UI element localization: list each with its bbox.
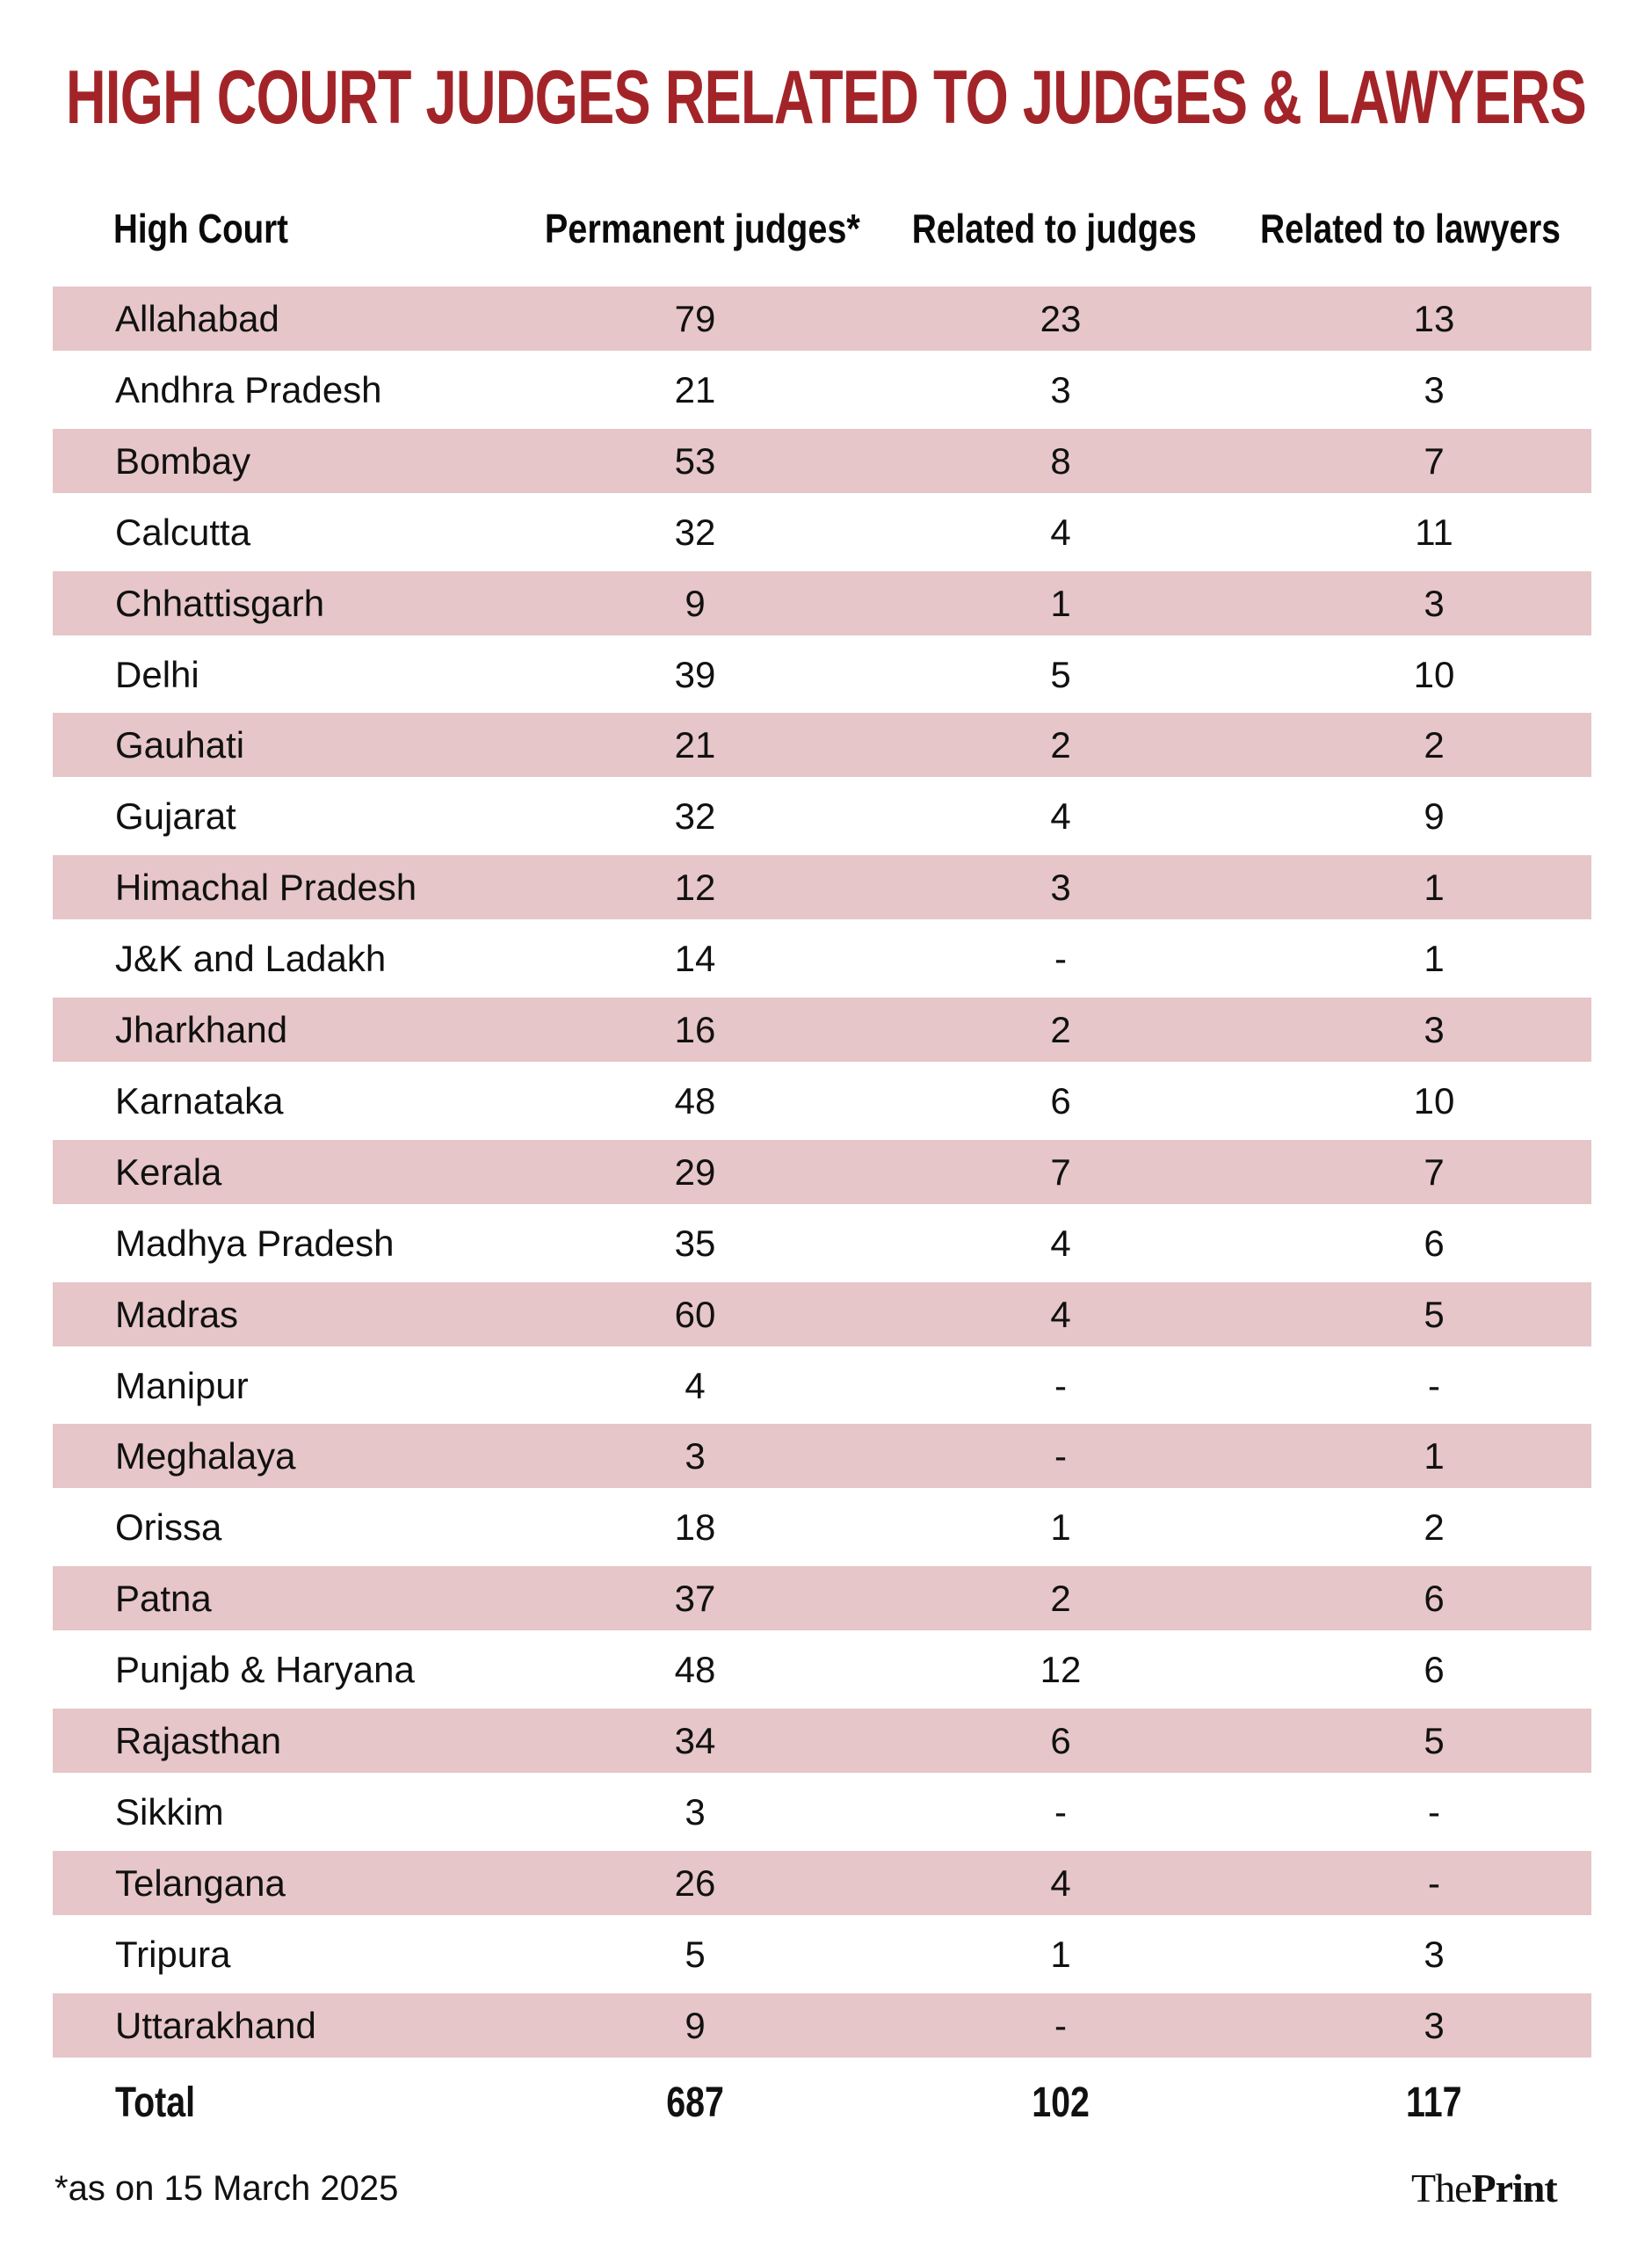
related-to-lawyers-value: - bbox=[1428, 1790, 1440, 1833]
table-row bbox=[53, 1922, 1591, 1986]
permanent-judges-value: 18 bbox=[674, 1506, 716, 1549]
related-to-lawyers-value: 13 bbox=[1413, 298, 1455, 339]
related-to-lawyers-value: 2 bbox=[1424, 1506, 1445, 1549]
court-name: Gauhati bbox=[115, 724, 245, 766]
related-to-lawyers-value: 3 bbox=[1424, 1933, 1445, 1975]
related-to-lawyers-value: - bbox=[1428, 1364, 1440, 1406]
header-label: Related to judges bbox=[911, 206, 1197, 251]
table-row bbox=[53, 998, 1591, 1062]
related-to-judges-value: 8 bbox=[1050, 439, 1071, 482]
permanent-judges-value: 4 bbox=[685, 1364, 706, 1406]
total-label: Total bbox=[115, 2079, 196, 2126]
related-to-judges-value: 3 bbox=[1050, 867, 1071, 909]
related-to-lawyers-value: 7 bbox=[1424, 439, 1445, 482]
related-to-lawyers-value: - bbox=[1428, 1862, 1440, 1904]
permanent-judges-value: 48 bbox=[674, 1649, 716, 1691]
permanent-judges-value: 16 bbox=[674, 1009, 716, 1050]
total-related-judges: 102 bbox=[1032, 2079, 1090, 2126]
related-to-lawyers-value: 3 bbox=[1424, 582, 1445, 624]
table-row bbox=[53, 1780, 1591, 1844]
table-row bbox=[53, 358, 1591, 422]
table-row bbox=[53, 500, 1591, 564]
table-row bbox=[53, 642, 1591, 707]
related-to-lawyers-value: 5 bbox=[1424, 1293, 1445, 1335]
related-to-judges-value: - bbox=[1054, 2004, 1067, 2046]
total-permanent: 687 bbox=[666, 2079, 724, 2126]
header-label: High Court bbox=[113, 206, 288, 251]
table-row bbox=[53, 713, 1591, 777]
court-name: Telangana bbox=[115, 1862, 286, 1904]
court-name: Patna bbox=[115, 1578, 212, 1620]
court-name: Himachal Pradesh bbox=[115, 867, 417, 909]
related-to-lawyers-value: 9 bbox=[1424, 795, 1445, 838]
related-to-judges-value: 6 bbox=[1050, 1720, 1071, 1761]
header-label: Related to lawyers bbox=[1259, 206, 1561, 251]
related-to-judges-value: 4 bbox=[1050, 795, 1071, 838]
page-title: HIGH COURT JUDGES RELATED TO JUDGES & LAWYERS bbox=[66, 55, 1586, 140]
table-row bbox=[53, 784, 1591, 848]
related-to-lawyers-value: 6 bbox=[1424, 1578, 1445, 1620]
table-row bbox=[53, 855, 1591, 919]
related-to-judges-value: 4 bbox=[1050, 1222, 1071, 1264]
related-to-judges-value: 2 bbox=[1050, 724, 1071, 766]
related-to-lawyers-value: 5 bbox=[1424, 1720, 1445, 1761]
header-related-to-lawyers bbox=[1233, 204, 1584, 253]
total-row bbox=[53, 2076, 1591, 2130]
related-to-lawyers-value: 11 bbox=[1415, 511, 1453, 553]
table-row bbox=[53, 1424, 1591, 1488]
court-name: Karnataka bbox=[115, 1079, 284, 1121]
permanent-judges-value: 21 bbox=[674, 368, 716, 410]
court-name: Chhattisgarh bbox=[115, 582, 325, 624]
related-to-judges-value: 1 bbox=[1050, 1506, 1071, 1549]
court-name: Bombay bbox=[115, 439, 251, 482]
table-row bbox=[53, 926, 1591, 991]
related-to-judges-value: 23 bbox=[1040, 298, 1082, 339]
court-name: Delhi bbox=[115, 653, 199, 695]
table-row bbox=[53, 1851, 1591, 1915]
table-row bbox=[53, 287, 1591, 351]
court-name: Manipur bbox=[115, 1364, 249, 1406]
court-name: Tripura bbox=[115, 1933, 231, 1975]
table-row bbox=[53, 1637, 1591, 1702]
court-name: Calcutta bbox=[115, 511, 251, 553]
related-to-judges-value: 2 bbox=[1050, 1009, 1071, 1050]
related-to-judges-value: 5 bbox=[1050, 653, 1071, 695]
permanent-judges-value: 53 bbox=[674, 439, 716, 482]
footnote: *as on 15 March 2025 bbox=[54, 2169, 399, 2208]
permanent-judges-value: 3 bbox=[685, 1790, 706, 1833]
related-to-lawyers-value: 1 bbox=[1424, 867, 1445, 909]
related-to-judges-value: - bbox=[1054, 1790, 1067, 1833]
court-name: Andhra Pradesh bbox=[115, 368, 382, 410]
permanent-judges-value: 79 bbox=[674, 298, 716, 339]
related-to-lawyers-value: 6 bbox=[1424, 1222, 1445, 1264]
court-name: Uttarakhand bbox=[115, 2004, 316, 2046]
header-label: Permanent judges* bbox=[544, 206, 860, 251]
permanent-judges-value: 14 bbox=[674, 938, 716, 980]
permanent-judges-value: 39 bbox=[674, 653, 716, 695]
court-name: Meghalaya bbox=[115, 1435, 296, 1477]
table-row bbox=[53, 1993, 1591, 2058]
court-name: Orissa bbox=[115, 1506, 222, 1549]
related-to-judges-value: - bbox=[1054, 938, 1067, 980]
related-to-judges-value: 1 bbox=[1050, 1933, 1071, 1975]
header-high-court bbox=[113, 204, 322, 253]
permanent-judges-value: 12 bbox=[674, 867, 716, 909]
permanent-judges-value: 5 bbox=[685, 1933, 706, 1975]
related-to-judges-value: 4 bbox=[1050, 511, 1071, 553]
table-row bbox=[53, 1354, 1591, 1418]
permanent-judges-value: 29 bbox=[674, 1150, 716, 1193]
table-row bbox=[53, 1211, 1591, 1275]
related-to-lawyers-value: 7 bbox=[1424, 1150, 1445, 1193]
related-to-judges-value: 2 bbox=[1050, 1578, 1071, 1620]
court-name: Sikkim bbox=[115, 1790, 224, 1833]
related-to-judges-value: 1 bbox=[1050, 582, 1071, 624]
related-to-judges-value: 7 bbox=[1050, 1150, 1071, 1193]
court-name: Gujarat bbox=[115, 795, 236, 838]
related-to-lawyers-value: 10 bbox=[1413, 653, 1455, 695]
header-permanent-judges bbox=[519, 204, 871, 253]
related-to-judges-value: 4 bbox=[1050, 1293, 1071, 1335]
court-name: Rajasthan bbox=[115, 1720, 282, 1761]
header-related-to-judges bbox=[879, 204, 1230, 253]
logo-the: The bbox=[1411, 2166, 1472, 2210]
related-to-lawyers-value: 1 bbox=[1424, 938, 1445, 980]
permanent-judges-value: 32 bbox=[674, 511, 716, 553]
permanent-judges-value: 34 bbox=[674, 1720, 716, 1761]
table-row bbox=[53, 1495, 1591, 1559]
permanent-judges-value: 48 bbox=[674, 1079, 716, 1121]
related-to-lawyers-value: 1 bbox=[1424, 1435, 1445, 1477]
table-row bbox=[53, 1069, 1591, 1133]
table-row bbox=[53, 571, 1591, 635]
related-to-judges-value: 6 bbox=[1050, 1079, 1071, 1121]
related-to-lawyers-value: 3 bbox=[1424, 2004, 1445, 2046]
permanent-judges-value: 9 bbox=[685, 2004, 706, 2046]
related-to-judges-value: 3 bbox=[1050, 368, 1071, 410]
court-name: Punjab & Haryana bbox=[115, 1649, 415, 1691]
table-row bbox=[53, 1709, 1591, 1773]
permanent-judges-value: 9 bbox=[685, 582, 706, 624]
related-to-lawyers-value: 3 bbox=[1424, 1009, 1445, 1050]
permanent-judges-value: 35 bbox=[674, 1222, 716, 1264]
permanent-judges-value: 32 bbox=[674, 795, 716, 838]
table-row bbox=[53, 1140, 1591, 1204]
related-to-lawyers-value: 10 bbox=[1413, 1079, 1455, 1121]
related-to-judges-value: - bbox=[1054, 1435, 1067, 1477]
permanent-judges-value: 60 bbox=[674, 1293, 716, 1335]
title-container bbox=[66, 55, 1586, 140]
related-to-judges-value: 12 bbox=[1040, 1649, 1082, 1691]
permanent-judges-value: 3 bbox=[685, 1435, 706, 1477]
table-row bbox=[53, 1282, 1591, 1346]
court-name: Allahabad bbox=[115, 298, 279, 339]
court-name: Madhya Pradesh bbox=[115, 1222, 395, 1264]
court-name: Kerala bbox=[115, 1150, 222, 1193]
theprint-logo bbox=[1411, 2164, 1557, 2213]
permanent-judges-value: 26 bbox=[674, 1862, 716, 1904]
related-to-lawyers-value: 3 bbox=[1424, 368, 1445, 410]
related-to-judges-value: - bbox=[1054, 1364, 1067, 1406]
permanent-judges-value: 37 bbox=[674, 1578, 716, 1620]
permanent-judges-value: 21 bbox=[674, 724, 716, 766]
total-related-lawyers: 117 bbox=[1406, 2079, 1462, 2126]
related-to-lawyers-value: 6 bbox=[1424, 1649, 1445, 1691]
related-to-lawyers-value: 2 bbox=[1424, 724, 1445, 766]
court-name: Madras bbox=[115, 1293, 239, 1335]
table-row bbox=[53, 1566, 1591, 1630]
court-name: Jharkhand bbox=[115, 1009, 288, 1050]
court-name: J&K and Ladakh bbox=[115, 938, 387, 980]
logo-print: Print bbox=[1471, 2166, 1557, 2210]
table-row bbox=[53, 429, 1591, 493]
related-to-judges-value: 4 bbox=[1050, 1862, 1071, 1904]
